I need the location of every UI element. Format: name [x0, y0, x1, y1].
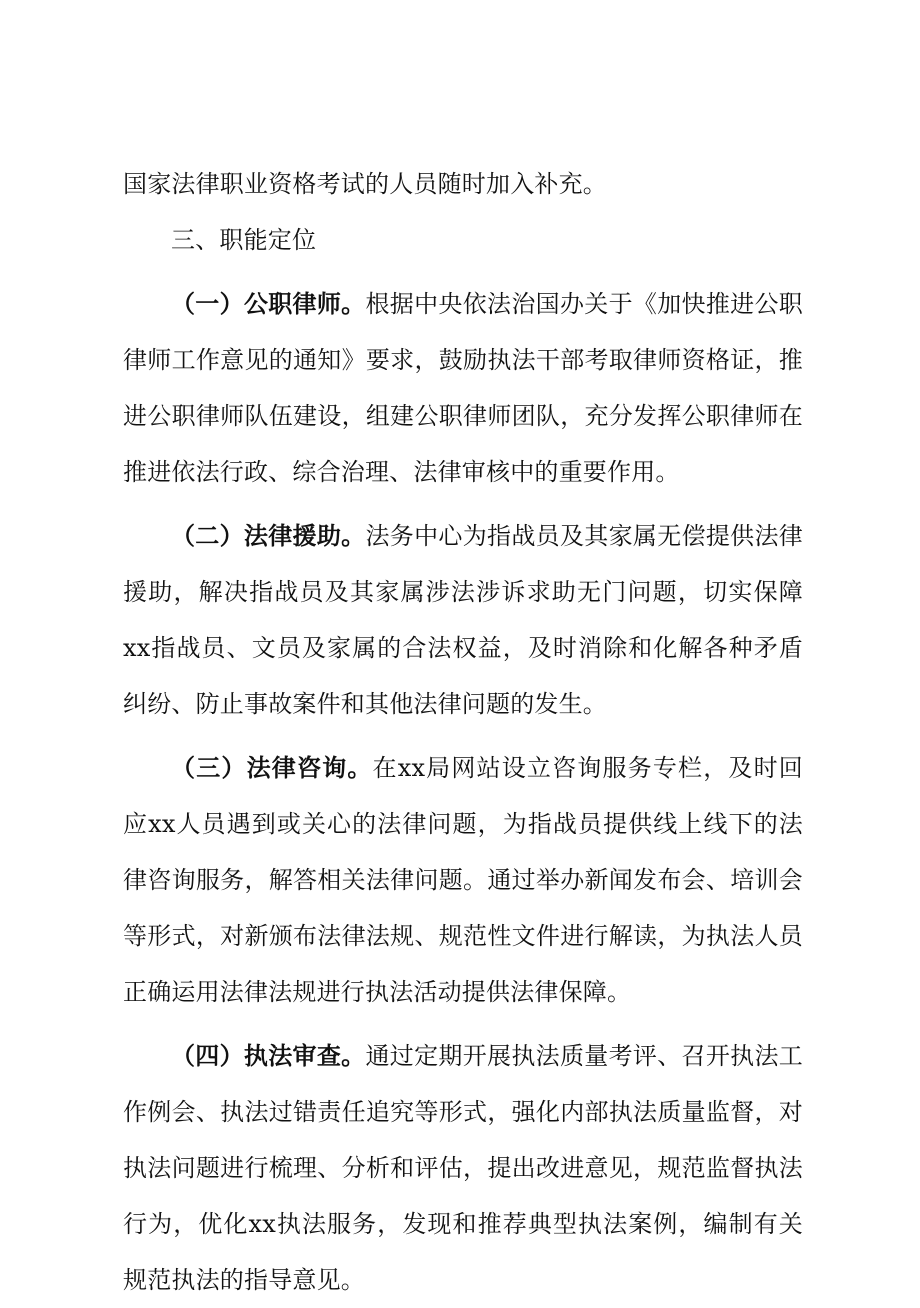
item-1-text: 根据中央依法治国办关于《加快推进公职律师工作意见的通知》要求，鼓励执法干部考取律师资格证，推进公职律师队伍建设，组建公职律师团队，充分发挥公职律师在推进依法行政、综合治理、法律审核中的重要作用。	[123, 290, 803, 486]
document-body	[123, 156, 803, 1308]
item-1-label: （一）公职律师。	[171, 290, 366, 318]
item-2-label: （二）法律援助。	[171, 522, 366, 550]
paragraph-item-3	[123, 740, 803, 1020]
continuation-paragraph: 国家法律职业资格考试的人员随时加入补充。	[123, 170, 607, 198]
item-4-text: 通过定期开展执法质量考评、召开执法工作例会、执法过错责任追究等形式，强化内部执法质量监督，对执法问题进行梳理、分析和评估，提出改进意见，规范监督执法行为，优化xx执法服务，发现和推荐典型执法案例，编制有关规范执法的指导意见。	[123, 1042, 803, 1294]
paragraph-item-2	[123, 508, 803, 732]
item-2-text: 法务中心为指战员及其家属无偿提供法律援助，解决指战员及其家属涉法涉诉求助无门问题，切实保障xx指战员、文员及家属的合法权益，及时消除和化解各种矛盾纠纷、防止事故案件和其他法律问题的发生。	[123, 522, 803, 718]
item-4-label: （四）执法审查。	[171, 1042, 366, 1070]
paragraph-item-4	[123, 1028, 803, 1308]
item-3-label: （三）法律咨询。	[171, 754, 373, 782]
paragraph-item-1	[123, 276, 803, 500]
section-title: 三、职能定位	[171, 226, 317, 254]
item-3-text: 在xx局网站设立咨询服务专栏，及时回应xx人员遇到或关心的法律问题，为指战员提供线上线下的法律咨询服务，解答相关法律问题。通过举办新闻发布会、培训会等形式，对新颁布法律法规、规范性文件进行解读，为执法人员正确运用法律法规进行执法活动提供法律保障。	[123, 754, 803, 1006]
